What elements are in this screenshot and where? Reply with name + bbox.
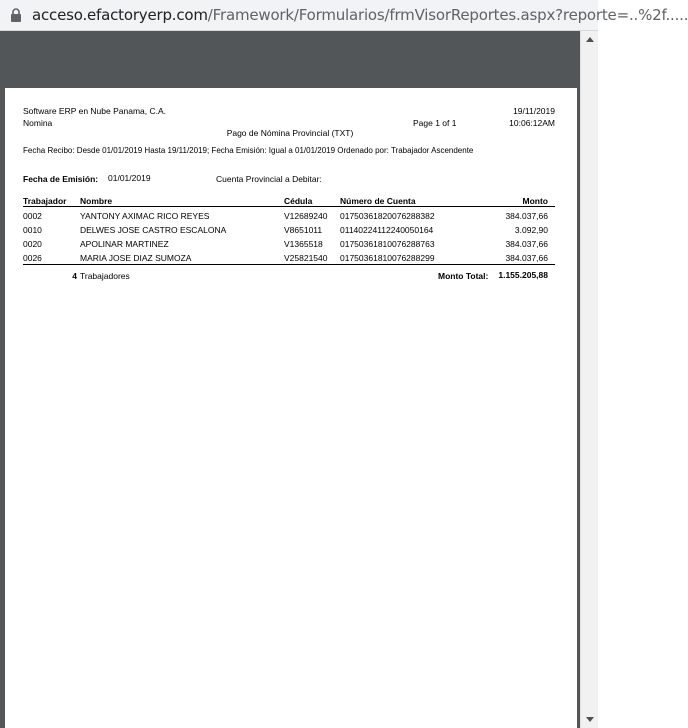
cell-trabajador: 0002 xyxy=(23,211,42,221)
report-date: 19/11/2019 xyxy=(513,106,555,116)
total-label: Monto Total: xyxy=(438,271,489,281)
col-nombre: Nombre xyxy=(80,196,113,206)
cell-nombre: MARIA JOSE DIAZ SUMOZA xyxy=(80,253,192,263)
lock-icon xyxy=(10,8,22,22)
cell-cedula: V25821540 xyxy=(284,253,328,263)
cell-nombre: YANTONY AXIMAC RICO REYES xyxy=(80,211,210,221)
report-page xyxy=(5,88,577,728)
scroll-up-arrow-icon[interactable] xyxy=(586,37,594,42)
cell-cuenta: 01140224112240050164 xyxy=(340,225,434,235)
worker-count-label: Trabajadores xyxy=(80,271,130,281)
scroll-down-arrow-icon[interactable] xyxy=(586,717,594,722)
emision-label: Fecha de Emisión: xyxy=(23,174,99,184)
cell-cedula: V8651011 xyxy=(284,225,323,235)
col-cuenta: Número de Cuenta xyxy=(340,196,416,206)
cell-trabajador: 0010 xyxy=(23,225,42,235)
url-text[interactable] xyxy=(32,7,688,24)
report-title: Pago de Nómina Provincial (TXT) xyxy=(226,128,354,138)
url-host: acceso.efactoryerp.com xyxy=(32,6,208,24)
address-bar[interactable] xyxy=(0,0,688,31)
col-monto: Monto xyxy=(522,196,548,206)
cell-cedula: V1365518 xyxy=(284,239,323,249)
page-indicator: Page 1 of 1 xyxy=(413,118,457,128)
cell-cuenta: 01750361810076288763 xyxy=(340,239,435,249)
cell-monto: 384.037,66 xyxy=(505,253,548,263)
vertical-scrollbar[interactable] xyxy=(580,31,598,728)
cell-monto: 384.037,66 xyxy=(505,239,548,249)
module-name: Nomina xyxy=(23,118,53,128)
cell-cedula: V12689240 xyxy=(284,211,328,221)
emision-value: 01/01/2019 xyxy=(108,173,151,183)
total-value: 1.155.205,88 xyxy=(498,270,548,280)
header-divider xyxy=(23,206,555,207)
cuenta-label: Cuenta Provincial a Debitar: xyxy=(216,174,322,184)
report-time: 10:06:12AM xyxy=(509,118,555,128)
cell-monto: 384.037,66 xyxy=(505,211,548,221)
cell-monto: 3.092,90 xyxy=(514,225,548,235)
company-name: Software ERP en Nube Panama, C.A. xyxy=(23,106,167,116)
cell-cuenta: 01750361820076288382 xyxy=(340,211,435,221)
cell-trabajador: 0026 xyxy=(23,253,42,263)
worker-count: 4 xyxy=(72,271,77,281)
filter-summary: Fecha Recibo: Desde 01/01/2019 Hasta 19/11/2019; Fecha Emisión: Igual a 01/01/2019 Ordenado por: Trabajador Ascendente xyxy=(23,146,474,155)
cell-nombre: APOLINAR MARTINEZ xyxy=(80,239,169,249)
cell-trabajador: 0020 xyxy=(23,239,42,249)
cell-nombre: DELWES JOSE CASTRO ESCALONA xyxy=(80,225,227,235)
url-path: /Framework/Formularios/frmVisorReportes.aspx?reporte=..%2f..... xyxy=(207,6,688,24)
col-trabajador: Trabajador xyxy=(23,196,67,206)
cell-cuenta: 01750361810076288299 xyxy=(340,253,435,263)
footer-divider xyxy=(23,264,555,265)
col-cedula: Cédula xyxy=(284,196,313,206)
